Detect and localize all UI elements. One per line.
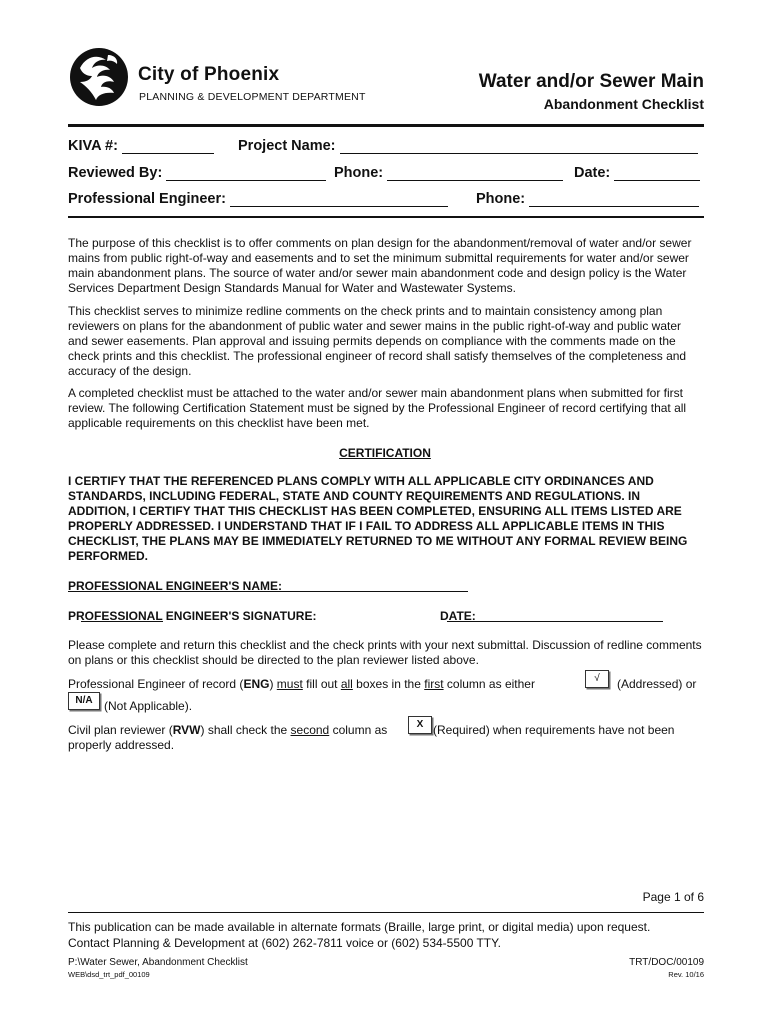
- org-name: City of Phoenix: [138, 64, 280, 85]
- not-applicable-box: N/A: [68, 692, 100, 710]
- minimize-paragraph: This checklist serves to minimize redline comments on the check prints and to maintain consistency among plan reviewers on plans for the abandonment of public water and sewer mains in the public right-of-way and public water and sewer easements. Plan approval and issuing permits depends on compliance with the comments made on the check prints and this checklist. The professional engineer of record shall satisfy themselves of the completeness and accuracy of the design.: [68, 304, 687, 378]
- completed-paragraph: A completed checklist must be attached to the water and/or sewer main abandonment plans when submitted for first review. The following Certification Statement must be signed by the Professional Engineer of record certifying that all applicable requirements on this checklist have been met.: [68, 386, 687, 430]
- department-name: PLANNING & DEVELOPMENT DEPARTMENT: [139, 91, 366, 103]
- eng-text-2: ): [269, 677, 277, 691]
- page-number: Page 1 of 6: [642, 890, 704, 904]
- header-divider: [68, 124, 704, 127]
- file-path: P:\Water Sewer, Abandonment Checklist: [68, 957, 248, 968]
- engineer-name-label: PROFESSIONAL ENGINEER'S NAME:: [68, 579, 282, 593]
- date-field[interactable]: [614, 166, 700, 181]
- eng-text-1: Professional Engineer of record (: [68, 677, 244, 691]
- addressed-label: (Addressed) or: [617, 677, 697, 691]
- return-instructions: Please complete and return this checklist and the check prints with your next submittal. Discussion of redline comments on plans or this checklist should be directed to the plan reviewer listed above.: [68, 638, 702, 667]
- field-row-reviewer: [68, 165, 704, 185]
- addressed-check-box: √: [585, 670, 609, 688]
- engineer-name-field[interactable]: [68, 579, 468, 592]
- rvw-text-3: column as: [329, 723, 388, 737]
- rvw-second: second: [290, 723, 330, 737]
- required-x-box: X: [408, 716, 432, 734]
- phone-label: Phone:: [334, 165, 384, 181]
- signature-date-field[interactable]: [447, 609, 663, 622]
- professional-engineer-field[interactable]: [230, 192, 448, 207]
- rvw-abbr: RVW: [172, 723, 201, 737]
- eng-must: must: [276, 677, 303, 691]
- engineer-signature-field[interactable]: [81, 609, 163, 622]
- reviewer-phone-field[interactable]: [387, 166, 563, 181]
- reviewed-by-field[interactable]: [166, 166, 326, 181]
- eng-text-3: fill out: [302, 677, 341, 691]
- field-row-engineer: [68, 191, 704, 211]
- reviewed-by-label: Reviewed By:: [68, 165, 163, 181]
- professional-engineer-label: Professional Engineer:: [68, 191, 226, 207]
- document-number: TRT/DOC/00109: [629, 957, 704, 968]
- project-name-label: Project Name:: [238, 138, 336, 154]
- eng-all: all: [340, 677, 353, 691]
- document-header: [68, 44, 704, 124]
- rvw-text-2: ) shall check the: [200, 723, 291, 737]
- eng-abbr: ENG: [243, 677, 270, 691]
- eng-text-4: boxes in the: [352, 677, 425, 691]
- certification-statement: I CERTIFY THAT THE REFERENCED PLANS COMPLY WITH ALL APPLICABLE CITY ORDINANCES AND STANDARDS, INCLUDING FEDERAL, STATE AND COUNTY REQUIREMENTS AND REGULATIONS. IN ADDITION, I CERTIFY THAT THIS CHECKLIST HAS BEEN COMPLETED, ENSURING ALL ITEMS LISTED ARE PROPERLY ADDRESSED. I UNDERSTAND THAT IF I FAIL TO ADDRESS ALL APPLICABLE ITEMS IN THIS CHECKLIST, THE PLANS MAY BE IMMEDIATELY RETURNED TO ME WITHOUT ANY FORMAL REVIEW BEING PERFORMED.: [68, 474, 688, 563]
- not-applicable-label: (Not Applicable).: [104, 699, 193, 713]
- publication-notice-line-2: Contact Planning & Development at (602) 262-7811 voice or (602) 534-5500 TTY.: [68, 936, 501, 950]
- footer-divider: [68, 912, 704, 913]
- field-row-kiva: [68, 138, 704, 158]
- kiva-label: KIVA #:: [68, 138, 118, 154]
- phoenix-bird-logo-icon: [68, 46, 130, 108]
- publication-notice: [68, 919, 650, 951]
- eng-instruction: [68, 677, 535, 691]
- kiva-field[interactable]: [122, 139, 214, 154]
- eng-first: first: [424, 677, 444, 691]
- required-label: (Required) when requirements have not been: [433, 723, 675, 737]
- certification-heading: CERTIFICATION: [339, 446, 431, 460]
- engineer-phone-label: Phone:: [476, 191, 526, 207]
- date-label: Date:: [574, 165, 611, 181]
- document-title: Water and/or Sewer Main: [478, 71, 704, 92]
- fields-divider: [68, 216, 704, 218]
- rvw-text-1: Civil plan reviewer (: [68, 723, 173, 737]
- rvw-instruction: [68, 723, 387, 737]
- publication-notice-line-1: This publication can be made available in alternate formats (Braille, large print, or digital media) upon request.: [68, 920, 651, 934]
- engineer-signature-label: PROFESSIONAL ENGINEER'S SIGNATURE:: [68, 609, 317, 623]
- engineer-phone-field[interactable]: [529, 192, 699, 207]
- signature-date-label: DATE:: [440, 609, 476, 623]
- purpose-paragraph: The purpose of this checklist is to offer comments on plan design for the abandonment/removal of water and/or sewer mains from public right-of-way and easements and to set the minimum submittal requirements for water and/or sewer main abandonment plans. The source of water and/or sewer main abandonment code and design policy is the Water Services Department Design Standards Manual for Water and Wastewater Systems.: [68, 236, 692, 295]
- project-name-field[interactable]: [340, 139, 698, 154]
- web-path: WEB\dsd_trt_pdf_00109: [68, 970, 150, 979]
- revision-date: Rev. 10/16: [668, 970, 704, 979]
- document-subtitle: Abandonment Checklist: [543, 96, 704, 112]
- eng-text-5: column as either: [443, 677, 535, 691]
- required-label-continued: properly addressed.: [68, 738, 175, 752]
